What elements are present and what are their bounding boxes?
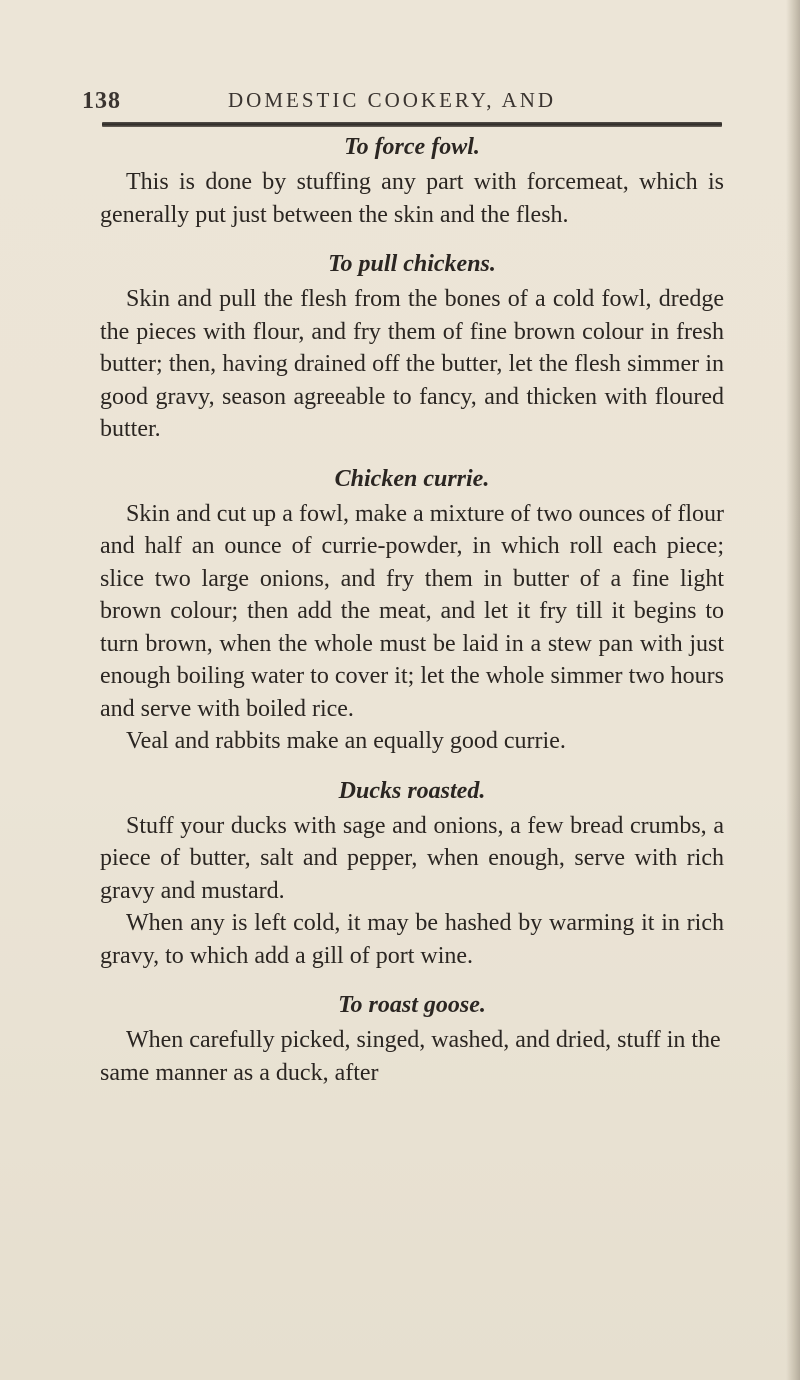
recipe-heading: Ducks roasted. (338, 777, 486, 804)
recipe-to-force-fowl (100, 128, 724, 231)
recipe-chicken-currie (100, 460, 724, 758)
recipe-ducks-roasted (100, 772, 724, 973)
recipe-heading: Chicken currie. (334, 465, 490, 492)
recipe-paragraph: Veal and rabbits make an equally good currie. (126, 728, 566, 754)
recipe-paragraph: Skin and cut up a fowl, make a mixture of two ounces of flour and half an ounce of currie-powder, in which roll each piece; slice two large onions, and fry them in butter of a fine light brown colour; then add the meat, and let it fry till it begins to turn brown, when the whole must be laid in a stew pan with just enough boiling water to cover it; let the whole simmer two hours and serve with boiled rice. (100, 500, 724, 722)
recipe-to-pull-chickens (100, 245, 724, 446)
recipe-paragraph: Stuff your ducks with sage and onions, a few bread crumbs, a piece of butter, salt and pepper, when enough, serve with rich gravy and mustard. (100, 812, 724, 904)
page-header (82, 80, 722, 120)
header-rule (102, 122, 722, 127)
recipe-to-roast-goose (100, 986, 724, 1089)
recipe-paragraph: Skin and pull the flesh from the bones of a cold fowl, dredge the pieces with flour, and fry them of fine brown colour in fresh butter; then, having drained off the butter, let the flesh simmer in good gravy, season agreeable to fancy, and thicken with floured butter. (100, 286, 724, 442)
recipe-paragraph: When carefully picked, singed, washed, and dried, stuff in the same manner as a duck, after (100, 1027, 721, 1086)
recipe-paragraph: When any is left cold, it may be hashed by warming it in rich gravy, to which add a gill of port wine. (100, 910, 724, 969)
recipe-heading: To roast goose. (338, 992, 486, 1018)
recipe-heading: To pull chickens. (328, 251, 496, 277)
page-number: 138 (82, 88, 121, 114)
page-body (100, 128, 724, 1089)
page-edge-shadow (786, 0, 800, 1380)
running-head: DOMESTIC COOKERY, AND (228, 88, 557, 112)
recipe-heading: To force fowl. (344, 134, 480, 160)
recipe-paragraph: This is done by stuffing any part with forcemeat, which is generally put just between the skin and the flesh. (100, 169, 724, 228)
